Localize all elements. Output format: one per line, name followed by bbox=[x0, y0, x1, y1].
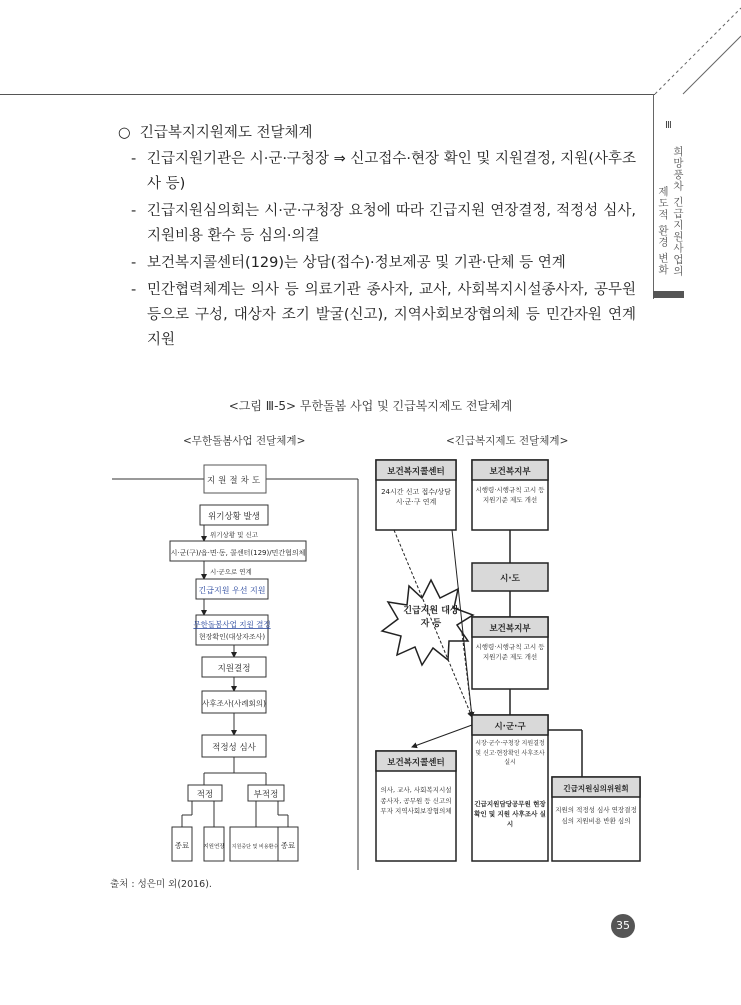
ministry-body: 시행령·시행규칙 고시 등 지원기준 제도 개선 bbox=[475, 643, 545, 661]
bullet-item bbox=[131, 147, 636, 197]
callcenter-bottom-body-wrap bbox=[378, 785, 454, 855]
figure-caption: <그림 Ⅲ-5> 무한돌봄 사업 및 긴급복지제도 전달체계 bbox=[228, 399, 513, 413]
header-rule bbox=[0, 94, 655, 95]
sigungu-body-1: 시장·군수·구청장 지원결정 및 신고·현장확인 사후조사 실시 bbox=[475, 740, 545, 766]
branch-label: 부적정 bbox=[253, 790, 279, 800]
figure-source: 출처 : 성은미 외(2016). bbox=[110, 879, 212, 890]
ministry-body: 시행령·시행규칙 고시 등 지원기준 제도 개선 bbox=[475, 486, 545, 504]
committee-title: 긴급지원심의위원회 bbox=[563, 784, 629, 793]
callcenter-bottom-title: 보건복지콜센터 bbox=[387, 758, 445, 768]
step-label: 무한돌봄사업 지원 결정 bbox=[193, 620, 271, 629]
bullet-text: 긴급지원심의회는 시·군·구청장 요청에 따라 긴급지원 연장결정, 적정성 심사, 지원비용 환수 등 심의·의결 bbox=[147, 203, 636, 244]
leaf-label: 지원중단 및 비용환수 bbox=[231, 844, 279, 850]
sigungu-title: 시·군·구 bbox=[494, 722, 526, 732]
procedure-header: 지원절차도 bbox=[206, 476, 264, 486]
step-label: 적정성 심사 bbox=[212, 743, 256, 753]
delivery-system-diagram bbox=[112, 455, 642, 870]
right-diagram-title: <긴급복지제도 전달체계> bbox=[446, 435, 569, 447]
step-label: 사후조사(사례회의) bbox=[202, 699, 266, 708]
step-note: 위기상황 및 신고 bbox=[210, 531, 259, 539]
sido-title: 시·도 bbox=[500, 574, 520, 584]
bullet-item bbox=[131, 251, 636, 276]
callcenter-top-title: 보건복지콜센터 bbox=[387, 467, 445, 477]
bullet-item bbox=[131, 199, 636, 249]
bullet-dash: - bbox=[131, 282, 137, 298]
bullet-text: 보건복지콜센터(129)는 상담(접수)·정보제공 및 기관·단체 등 연계 bbox=[147, 255, 566, 271]
callcenter-top-body-wrap bbox=[380, 487, 452, 527]
step-label: 현장확인(대상자조사) bbox=[198, 633, 266, 641]
sigungu-body-wrap bbox=[474, 799, 546, 859]
section-marker: ○ bbox=[118, 125, 131, 141]
page-number: 35 bbox=[611, 914, 635, 938]
ministry-title: 보건복지부 bbox=[489, 624, 531, 634]
sigungu-body-2: 긴급지원담당공무원 현장확인 및 지원 사후조사 실시 bbox=[474, 800, 546, 828]
branch-label: 적정 bbox=[196, 790, 214, 800]
step-note: 시·군으로 연계 bbox=[210, 568, 252, 576]
ministry-title: 보건복지부 bbox=[489, 467, 531, 477]
committee-body: 지원의 적정성 심사 연장결정 심의 지원비용 반환 심의 bbox=[555, 806, 637, 825]
step-label: 위기상황 발생 bbox=[208, 512, 260, 522]
callcenter-bottom-body: 의사, 교사, 사회복지시설 종사자, 공무원 등 신고의무자 지역사회보장협의체 bbox=[380, 786, 452, 815]
section-title: 긴급복지지원제도 전달체계 bbox=[139, 125, 313, 141]
ministry-body-wrap bbox=[475, 485, 545, 527]
ministry-body-wrap bbox=[475, 642, 545, 684]
committee-body-wrap bbox=[555, 805, 637, 857]
bullet-dash: - bbox=[131, 203, 137, 219]
bullet-item bbox=[131, 278, 636, 353]
right-diagram bbox=[376, 460, 640, 861]
side-chapter-title-1: 희망풍차 긴급지원사업의 bbox=[672, 146, 684, 277]
side-chapter-title-2: 제도적 환경 변화 bbox=[657, 186, 669, 276]
bullet-dash: - bbox=[131, 255, 137, 271]
leaf-label: 종료 bbox=[280, 841, 296, 850]
step-label: 지원결정 bbox=[217, 664, 251, 674]
sigungu-body-wrap bbox=[474, 739, 546, 789]
bullet-text: 민간협력체계는 의사 등 의료기관 종사자, 교사, 사회복지시설종사자, 공무원 등으로 구성, 대상자 조기 발굴(신고), 지역사회보장협의체 등 민간자원 연계지원 bbox=[147, 282, 636, 348]
side-chapter-number: Ⅲ bbox=[665, 120, 672, 131]
target-star-label-wrap bbox=[402, 605, 460, 641]
step-label: 긴급지원 우선 지원 bbox=[198, 586, 266, 595]
leaf-label: 종료 bbox=[174, 841, 190, 850]
left-diagram-title: <무한돌봄사업 전달체계> bbox=[183, 435, 306, 447]
bullet-text: 긴급지원기관은 시·군·구청장 ⇒ 신고접수·현장 확인 및 지원결정, 지원(사후조사 등) bbox=[147, 151, 636, 192]
section-heading bbox=[118, 121, 313, 146]
left-diagram bbox=[112, 465, 358, 870]
side-tab-bar bbox=[653, 291, 684, 298]
target-star-label: 긴급지원 대상자 등 bbox=[403, 606, 459, 629]
callcenter-top-body: 24시간 신고 접수/상담 시·군·구 연계 bbox=[381, 488, 451, 506]
bullet-dash: - bbox=[131, 151, 137, 167]
step-label: 시·군(구)/읍·면·동, 콜센터(129)/민간협의체 bbox=[170, 549, 306, 557]
leaf-label: 지원연장 bbox=[203, 844, 225, 850]
